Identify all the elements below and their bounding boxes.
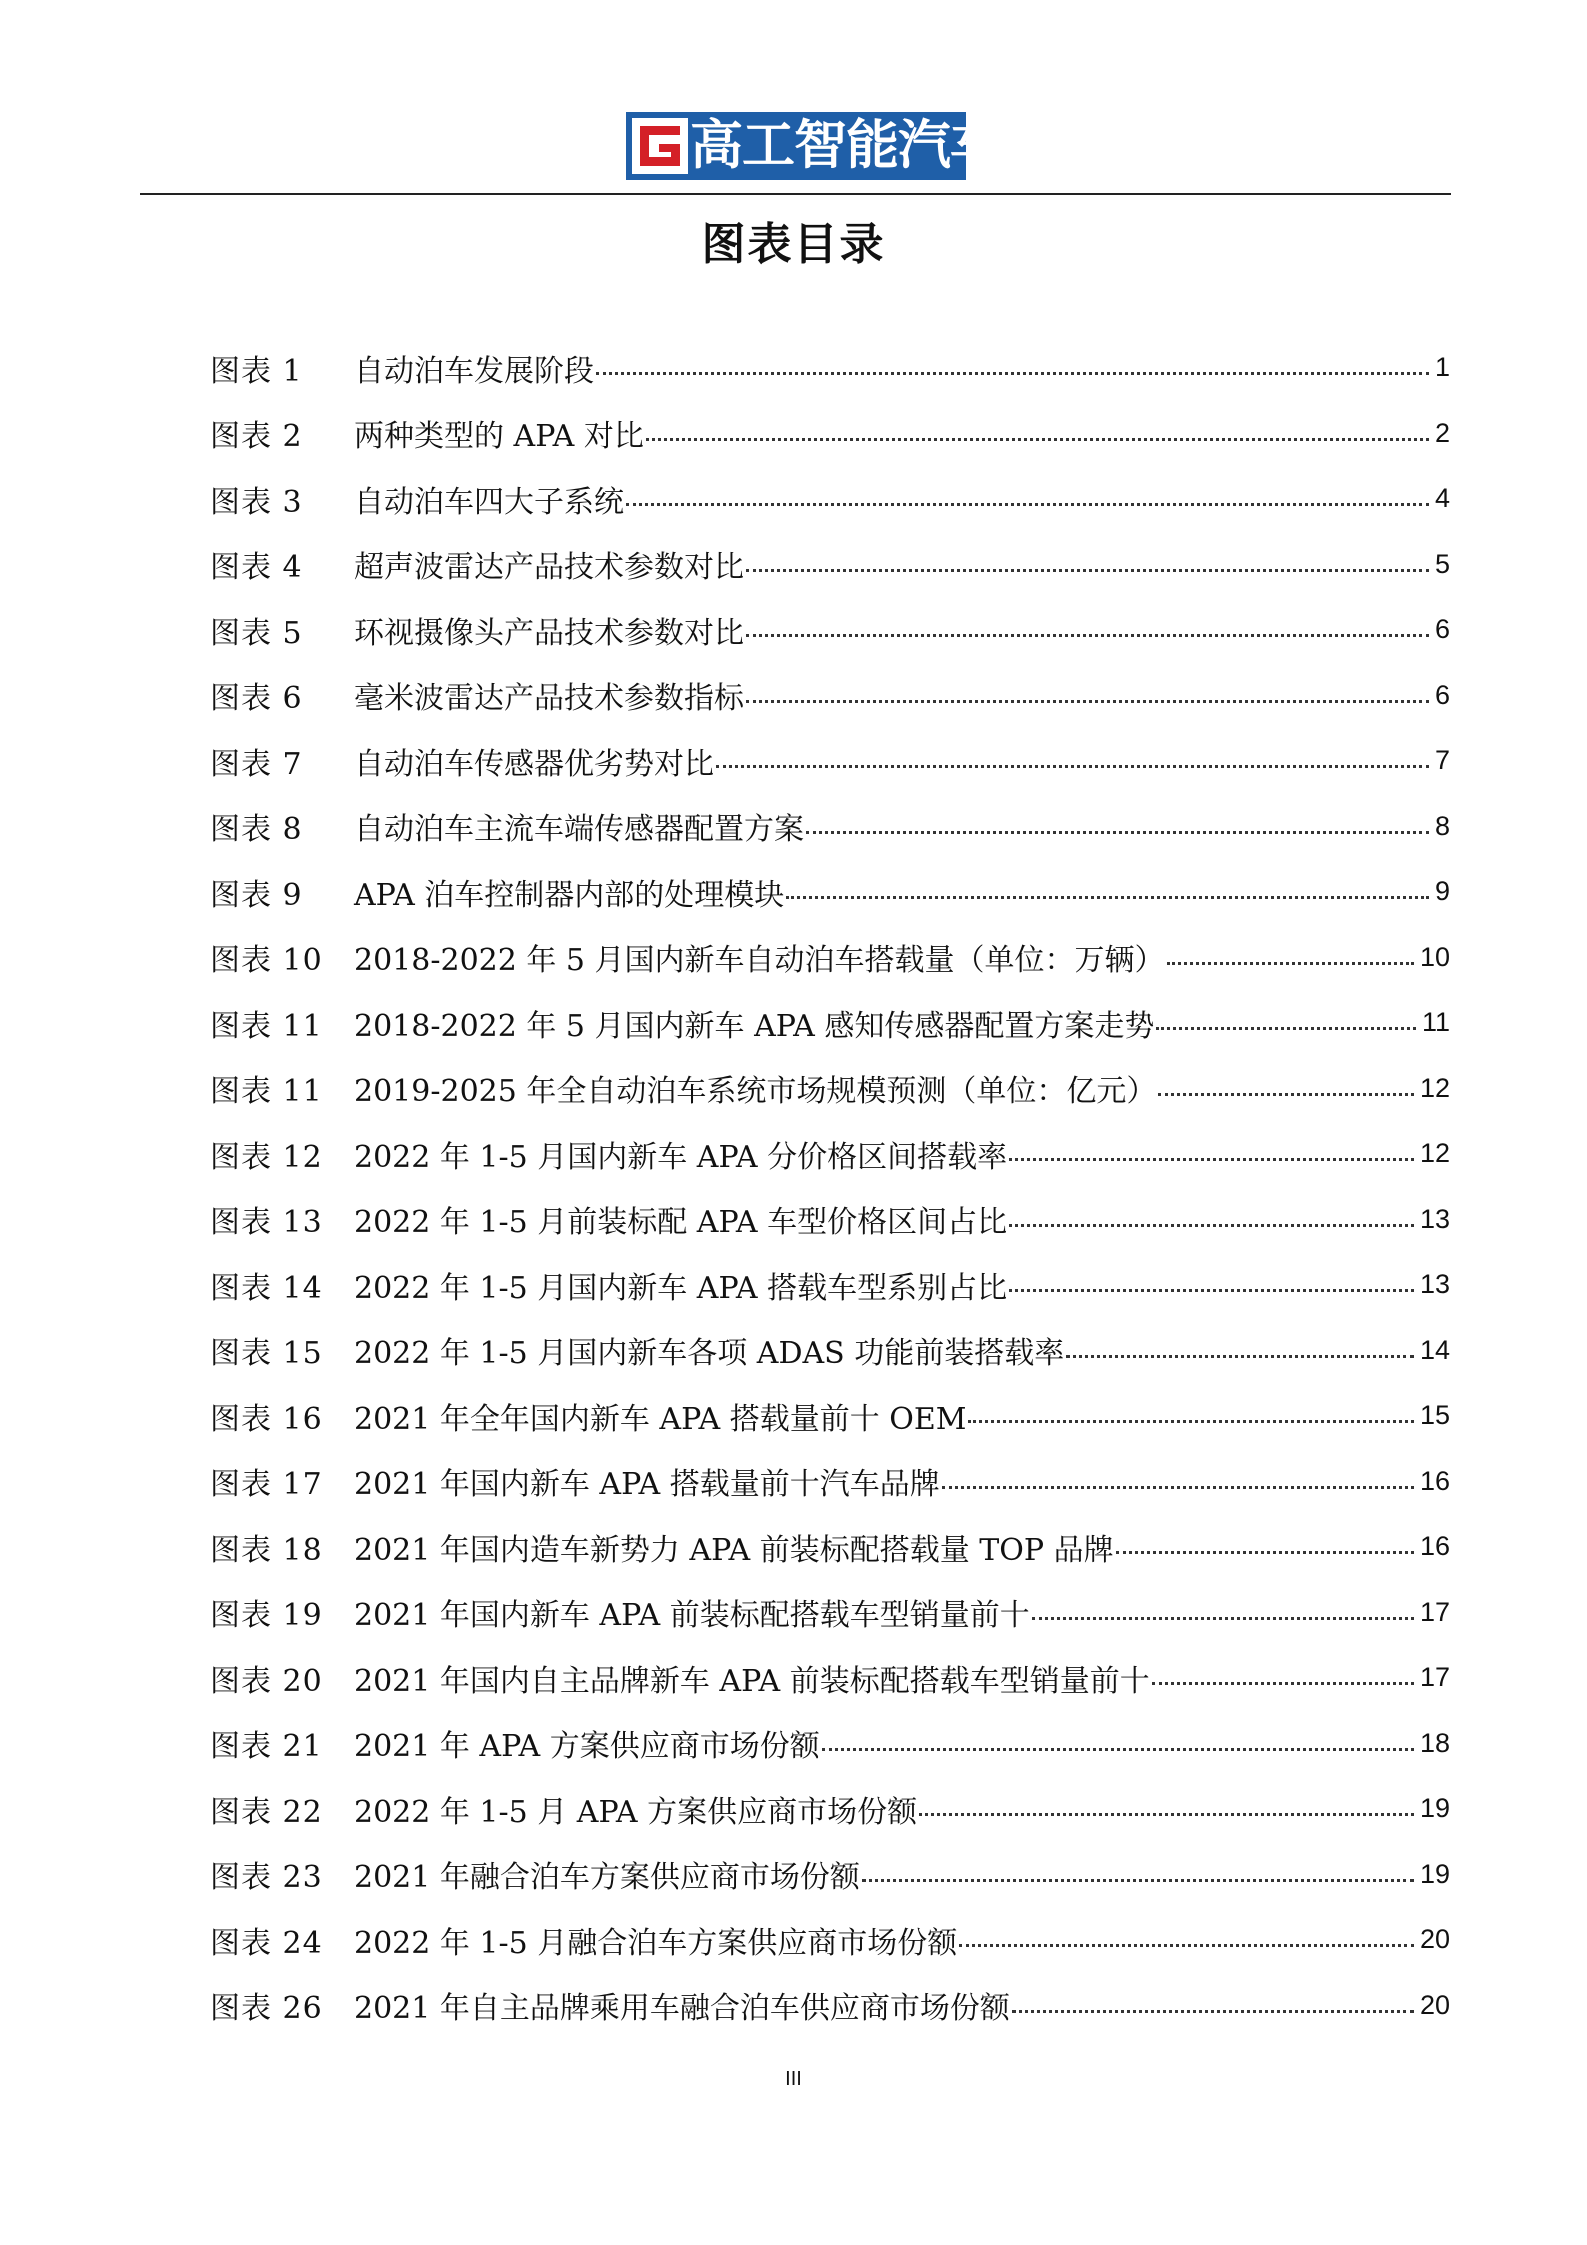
toc-entry-page: 15 xyxy=(1419,1400,1450,1431)
toc-entry-label: 图表 8 xyxy=(210,812,303,848)
toc-entry[interactable] xyxy=(210,532,1450,598)
toc-entry-label: 图表 20 xyxy=(210,1663,323,1699)
toc-entry[interactable] xyxy=(210,1711,1450,1777)
toc-entry[interactable] xyxy=(210,728,1450,794)
toc-entry-page: 13 xyxy=(1419,1203,1450,1234)
dot-leader xyxy=(1009,1224,1414,1227)
toc-entry-title: 2021 年自主品牌乘用车融合泊车供应商市场份额 xyxy=(354,1991,1010,2027)
dot-leader xyxy=(862,1879,1414,1882)
toc-entry-title: 2022 年 1-5 月国内新车 APA 搭载车型系别占比 xyxy=(354,1270,1008,1306)
toc-entry-page: 16 xyxy=(1419,1531,1450,1562)
toc-entry-page: 9 xyxy=(1434,876,1450,907)
toc-entry-page: 6 xyxy=(1434,679,1450,710)
toc-entry-title: APA 泊车控制器内部的处理模块 xyxy=(354,877,785,913)
dot-leader xyxy=(942,1486,1414,1489)
toc-entry-label: 图表 1 xyxy=(210,353,303,389)
toc-entry-label: 图表 16 xyxy=(210,1401,323,1437)
toc-entry-title: 2022 年 1-5 月融合泊车方案供应商市场份额 xyxy=(354,1925,958,1961)
logo-g-mark xyxy=(632,118,688,174)
toc-entry-page: 5 xyxy=(1434,548,1450,579)
toc-entry-page: 17 xyxy=(1419,1662,1450,1693)
toc-entry[interactable] xyxy=(210,859,1450,925)
toc-entry[interactable] xyxy=(210,1449,1450,1515)
dot-leader xyxy=(968,1420,1413,1423)
dot-leader xyxy=(919,1813,1414,1816)
toc-entry-label: 图表 22 xyxy=(210,1794,323,1830)
toc-entry-title: 2018-2022 年 5 月国内新车自动泊车搭载量（单位：万辆） xyxy=(354,943,1165,979)
dot-leader xyxy=(746,700,1429,703)
toc-entry[interactable] xyxy=(210,990,1450,1056)
toc-entry-page: 4 xyxy=(1434,483,1450,514)
dot-leader xyxy=(806,831,1429,834)
toc-entry-page: 6 xyxy=(1434,614,1450,645)
toc-entry-page: 20 xyxy=(1419,1924,1450,1955)
dot-leader xyxy=(1167,962,1414,965)
toc-entry[interactable] xyxy=(210,1645,1450,1711)
toc-entry[interactable] xyxy=(210,597,1450,663)
toc-entry[interactable] xyxy=(210,401,1450,467)
toc-entry-title: 2021 年融合泊车方案供应商市场份额 xyxy=(354,1860,860,1896)
toc-entry-title: 2021 年全年国内新车 APA 搭载量前十 OEM xyxy=(354,1401,967,1437)
toc-entry-label: 图表 11 xyxy=(210,1008,323,1044)
toc-entry-title: 超声波雷达产品技术参数对比 xyxy=(354,550,744,586)
dot-leader xyxy=(1009,1289,1414,1292)
toc-entry-page: 1 xyxy=(1434,352,1450,383)
toc-entry-page: 13 xyxy=(1419,1269,1450,1300)
toc-entry-page: 19 xyxy=(1419,1858,1450,1889)
toc-entry-label: 图表 9 xyxy=(210,877,303,913)
toc-entry-title: 自动泊车四大子系统 xyxy=(354,484,624,520)
logo-text: 高工智能汽车 xyxy=(690,115,1002,176)
toc-entry[interactable] xyxy=(210,1776,1450,1842)
toc-entry[interactable] xyxy=(210,1973,1450,2039)
toc-entry[interactable] xyxy=(210,925,1450,991)
dot-leader xyxy=(646,438,1429,441)
page-title: 图表目录 xyxy=(701,219,886,270)
toc-entry-page: 12 xyxy=(1419,1072,1450,1103)
dot-leader xyxy=(1066,1355,1414,1358)
toc-entry-title: 2022 年 1-5 月国内新车各项 ADAS 功能前装搭载率 xyxy=(354,1336,1065,1372)
toc-entry[interactable] xyxy=(210,1580,1450,1646)
toc-entry-label: 图表 13 xyxy=(210,1205,323,1241)
dot-leader xyxy=(1012,2010,1414,2013)
toc-entry-label: 图表 14 xyxy=(210,1270,323,1306)
toc-entry-label: 图表 10 xyxy=(210,943,323,979)
dot-leader xyxy=(1158,1093,1414,1096)
toc-entry-title: 2021 年国内新车 APA 前装标配搭载车型销量前十 xyxy=(354,1598,1030,1634)
header-rule xyxy=(140,193,1451,195)
toc-entry[interactable] xyxy=(210,1121,1450,1187)
toc-entry-page: 12 xyxy=(1419,1138,1450,1169)
dot-leader xyxy=(786,896,1429,899)
dot-leader xyxy=(822,1748,1414,1751)
dot-leader xyxy=(1116,1551,1414,1554)
toc-entry-title: 2021 年国内自主品牌新车 APA 前装标配搭载车型销量前十 xyxy=(354,1663,1150,1699)
toc-entry[interactable] xyxy=(210,1907,1450,1973)
toc-entry-page: 7 xyxy=(1434,745,1450,776)
toc-entry-title: 2022 年 1-5 月前装标配 APA 车型价格区间占比 xyxy=(354,1205,1008,1241)
toc-entry-title: 2021 年 APA 方案供应商市场份额 xyxy=(354,1729,820,1765)
toc-entry-title: 自动泊车发展阶段 xyxy=(354,353,594,389)
toc-entry-label: 图表 5 xyxy=(210,615,303,651)
toc-entry-page: 20 xyxy=(1419,1989,1450,2020)
toc-entry[interactable] xyxy=(210,335,1450,401)
toc-entry-title: 2022 年 1-5 月 APA 方案供应商市场份额 xyxy=(354,1794,918,1830)
dot-leader xyxy=(596,372,1429,375)
toc-entry[interactable] xyxy=(210,1252,1450,1318)
toc-entry-label: 图表 23 xyxy=(210,1860,323,1896)
toc-entry-label: 图表 18 xyxy=(210,1532,323,1568)
toc-entry-label: 图表 11 xyxy=(210,1074,323,1110)
dot-leader xyxy=(1009,1158,1414,1161)
toc-entry-page: 11 xyxy=(1421,1007,1450,1038)
toc-entry-title: 两种类型的 APA 对比 xyxy=(354,419,644,455)
toc-entry[interactable] xyxy=(210,1187,1450,1253)
toc-entry-label: 图表 12 xyxy=(210,1139,323,1175)
toc-entry[interactable] xyxy=(210,1383,1450,1449)
toc-entry-label: 图表 19 xyxy=(210,1598,323,1634)
toc-entry-page: 10 xyxy=(1419,941,1450,972)
toc-entry-page: 17 xyxy=(1419,1596,1450,1627)
toc-entry-title: 2021 年国内新车 APA 搭载量前十汽车品牌 xyxy=(354,1467,940,1503)
toc-entry-title: 自动泊车主流车端传感器配置方案 xyxy=(354,812,804,848)
toc-entry[interactable] xyxy=(210,663,1450,729)
dot-leader xyxy=(959,1944,1414,1947)
toc-entry-page: 19 xyxy=(1419,1793,1450,1824)
toc-entry[interactable] xyxy=(210,1842,1450,1908)
toc-entry-label: 图表 26 xyxy=(210,1991,323,2027)
toc-entry-label: 图表 7 xyxy=(210,746,303,782)
toc-entry-title: 环视摄像头产品技术参数对比 xyxy=(354,615,744,651)
toc-entry[interactable] xyxy=(210,1318,1450,1384)
dot-leader xyxy=(716,765,1429,768)
toc-entry-title: 2018-2022 年 5 月国内新车 APA 感知传感器配置方案走势 xyxy=(354,1008,1155,1044)
dot-leader xyxy=(746,569,1429,572)
toc-entry-label: 图表 6 xyxy=(210,681,303,717)
dot-leader xyxy=(1032,1617,1414,1620)
toc-entry[interactable] xyxy=(210,1514,1450,1580)
toc-entry-page: 18 xyxy=(1419,1727,1450,1758)
logo xyxy=(626,112,1002,180)
toc-entry[interactable] xyxy=(210,794,1450,860)
toc-entry-label: 图表 2 xyxy=(210,419,303,455)
dot-leader xyxy=(1152,1682,1414,1685)
toc-entry[interactable] xyxy=(210,466,1450,532)
toc-entry-label: 图表 3 xyxy=(210,484,303,520)
figure-list xyxy=(210,335,1450,2038)
toc-entry-page: 8 xyxy=(1434,810,1450,841)
page-number: III xyxy=(785,2068,802,2090)
dot-leader xyxy=(746,634,1429,637)
toc-entry-label: 图表 21 xyxy=(210,1729,323,1765)
toc-entry-label: 图表 24 xyxy=(210,1925,323,1961)
toc-entry-title: 毫米波雷达产品技术参数指标 xyxy=(354,681,744,717)
toc-entry-page: 14 xyxy=(1419,1334,1450,1365)
dot-leader xyxy=(626,503,1429,506)
toc-entry-title: 2021 年国内造车新势力 APA 前装标配搭载量 TOP 品牌 xyxy=(354,1532,1114,1568)
toc-entry-page: 2 xyxy=(1434,417,1450,448)
toc-entry[interactable] xyxy=(210,1056,1450,1122)
toc-entry-label: 图表 4 xyxy=(210,550,303,586)
toc-entry-title: 自动泊车传感器优劣势对比 xyxy=(354,746,714,782)
toc-entry-title: 2022 年 1-5 月国内新车 APA 分价格区间搭载率 xyxy=(354,1139,1008,1175)
toc-entry-page: 16 xyxy=(1419,1465,1450,1496)
toc-entry-label: 图表 17 xyxy=(210,1467,323,1503)
dot-leader xyxy=(1156,1027,1416,1030)
toc-entry-label: 图表 15 xyxy=(210,1336,323,1372)
toc-entry-title: 2019-2025 年全自动泊车系统市场规模预测（单位：亿元） xyxy=(354,1074,1157,1110)
